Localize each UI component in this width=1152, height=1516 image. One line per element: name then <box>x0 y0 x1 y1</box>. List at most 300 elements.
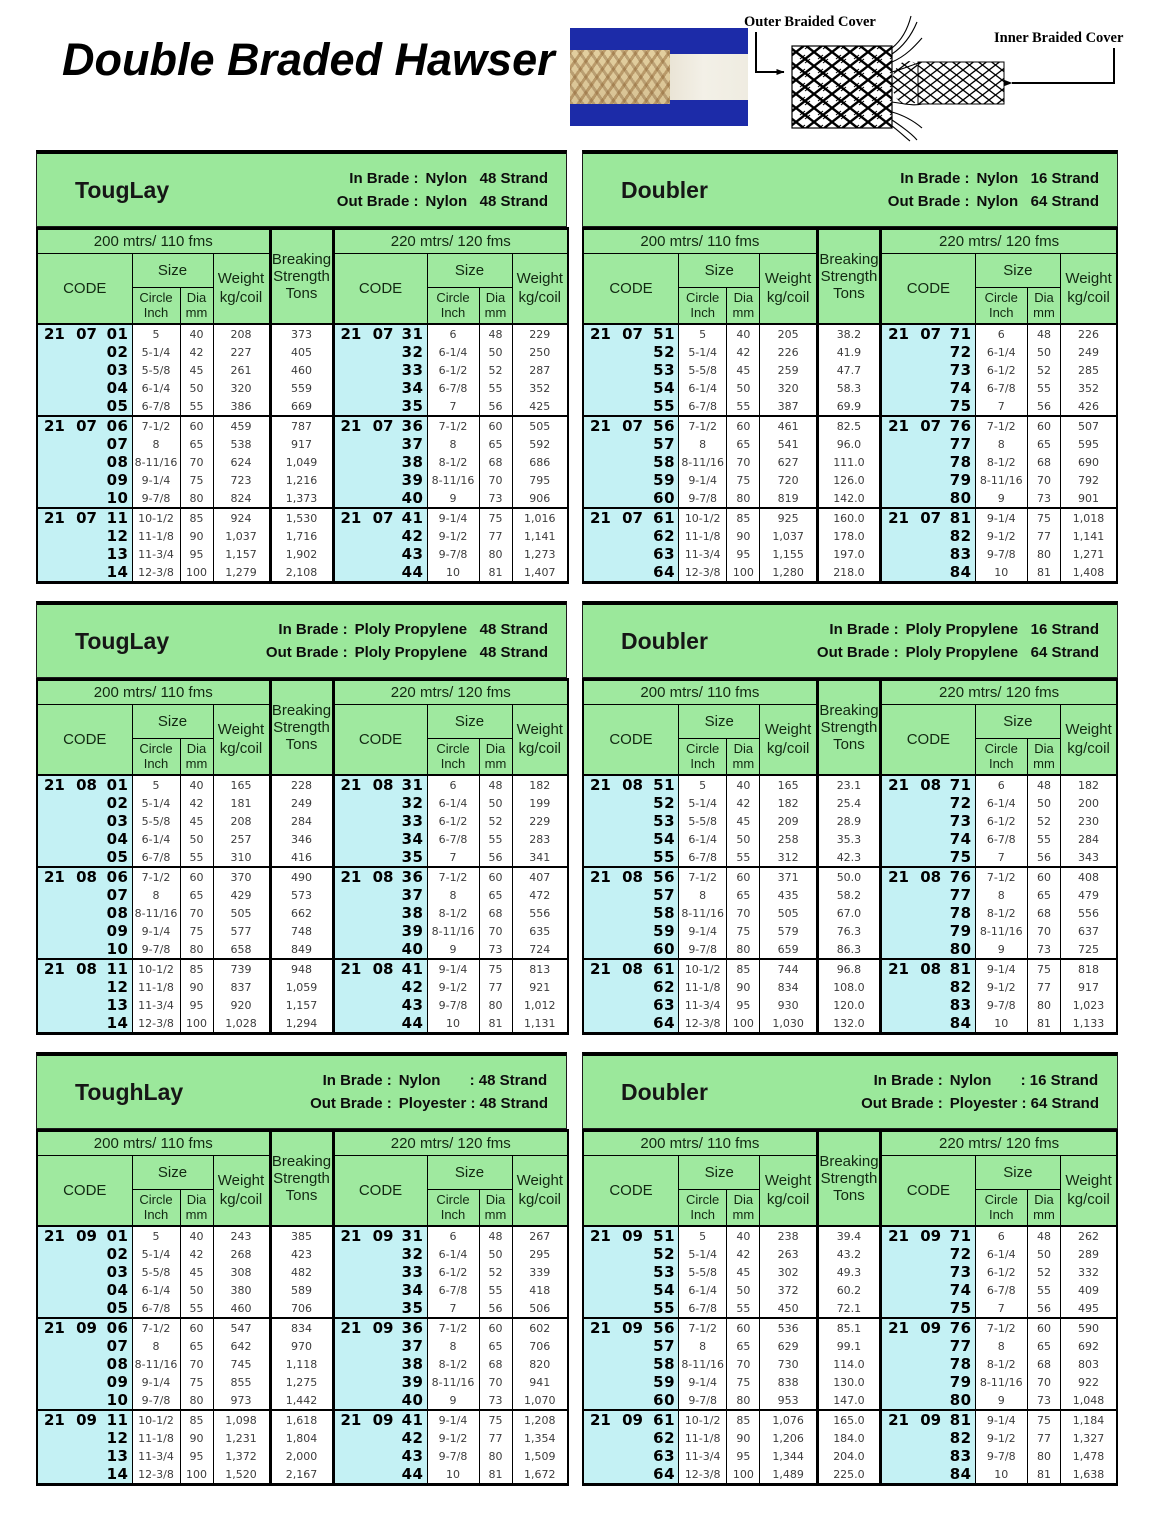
code-suffix: 54 <box>653 1281 676 1299</box>
table-row <box>583 489 1117 508</box>
code-cell <box>333 959 427 978</box>
code-cell <box>881 397 976 416</box>
code-suffix: 77 <box>949 1337 972 1355</box>
code-header: CODE <box>881 1156 976 1227</box>
dia-cell: 75 <box>727 1373 760 1391</box>
dia-cell: 60 <box>180 867 213 886</box>
code-cell <box>37 848 132 867</box>
breaking-cell: 184.0 <box>817 1429 880 1447</box>
code-cell <box>881 812 976 830</box>
circle-cell: 8-1/2 <box>975 453 1027 471</box>
dia-cell: 75 <box>727 471 760 489</box>
weight-cell: 837 <box>213 978 270 996</box>
dia-cell: 80 <box>479 545 512 563</box>
circle-cell: 6-1/4 <box>132 830 180 848</box>
circle-cell: 6-1/2 <box>427 1263 479 1281</box>
weight-cell: 1,098 <box>213 1410 270 1429</box>
dia-cell: 68 <box>1027 1355 1060 1373</box>
dia-cell: 50 <box>727 1281 760 1299</box>
code-suffix: 71 <box>949 1227 972 1245</box>
circle-cell: 8-11/16 <box>132 453 180 471</box>
weight-cell: 284 <box>1061 830 1117 848</box>
code-cell <box>333 397 427 416</box>
weight-cell: 461 <box>760 416 817 435</box>
weight-cell: 538 <box>213 435 270 453</box>
circle-cell: 5-5/8 <box>132 361 180 379</box>
code-cell <box>333 1245 427 1263</box>
code-cell <box>333 1447 427 1465</box>
breaking-strength-header: Breaking Strength Tons <box>817 229 880 325</box>
breaking-cell: 58.3 <box>817 379 880 397</box>
dia-cell: 80 <box>180 940 213 959</box>
table-row <box>37 1355 568 1373</box>
spec-table <box>582 227 1118 584</box>
circle-cell: 9-1/2 <box>975 527 1027 545</box>
circle-cell: 8-11/16 <box>427 471 479 489</box>
code-cell <box>583 1245 679 1263</box>
weight-cell: 506 <box>512 1299 568 1318</box>
table-row <box>583 959 1117 978</box>
code-suffix: 79 <box>949 1373 972 1391</box>
table-row <box>583 361 1117 379</box>
code-suffix: 39 <box>401 471 424 489</box>
code-suffix: 78 <box>949 453 972 471</box>
circle-cell: 5-5/8 <box>132 1263 180 1281</box>
dia-cell: 60 <box>1027 867 1060 886</box>
weight-cell: 505 <box>760 904 817 922</box>
circle-inch-header: Circle Inch <box>427 739 479 776</box>
breaking-cell: 970 <box>270 1337 333 1355</box>
dia-cell: 70 <box>479 922 512 940</box>
code-cell <box>37 1429 132 1447</box>
code-suffix: 73 <box>949 361 972 379</box>
code-cell <box>583 1226 679 1245</box>
code-suffix: 74 <box>949 1281 972 1299</box>
circle-cell: 5-1/4 <box>132 794 180 812</box>
code-prefix: 21 07 <box>590 417 643 435</box>
table-row <box>583 1429 1117 1447</box>
dia-cell: 45 <box>180 812 213 830</box>
circle-cell: 6-1/2 <box>975 361 1027 379</box>
rope-photo-braid-texture <box>570 50 670 104</box>
weight-cell: 1,344 <box>760 1447 817 1465</box>
breaking-cell: 23.1 <box>817 775 880 794</box>
code-cell <box>333 379 427 397</box>
weight-cell: 635 <box>512 922 568 940</box>
code-cell <box>881 545 976 563</box>
dia-cell: 60 <box>1027 416 1060 435</box>
weight-cell: 339 <box>512 1263 568 1281</box>
table-row <box>37 812 568 830</box>
dia-cell: 68 <box>479 904 512 922</box>
breaking-cell: 67.0 <box>817 904 880 922</box>
code-suffix: 32 <box>401 343 424 361</box>
code-suffix: 53 <box>653 812 676 830</box>
code-suffix: 84 <box>949 1014 972 1032</box>
code-cell <box>37 508 132 527</box>
size-header: Size <box>132 254 213 288</box>
code-suffix: 82 <box>949 527 972 545</box>
breaking-cell: 58.2 <box>817 886 880 904</box>
code-cell <box>37 1337 132 1355</box>
weight-header: Weight kg/coil <box>1061 705 1117 776</box>
left-span-header: 200 mtrs/ 110 fms <box>37 680 270 705</box>
code-header: CODE <box>37 254 132 325</box>
table-row <box>583 1373 1117 1391</box>
dia-cell: 70 <box>1027 471 1060 489</box>
dia-cell: 70 <box>180 1355 213 1373</box>
breaking-cell: 346 <box>270 830 333 848</box>
code-cell <box>583 1318 679 1337</box>
out-brade-value: Ployester : 64 Strand <box>949 1095 1099 1112</box>
table-row <box>583 1245 1117 1263</box>
breaking-cell: 1,618 <box>270 1410 333 1429</box>
table-title: Doubler <box>621 1078 708 1105</box>
table-row <box>37 1337 568 1355</box>
circle-cell: 6-7/8 <box>679 1299 727 1318</box>
code-cell <box>333 1281 427 1299</box>
code-header: CODE <box>881 705 976 776</box>
circle-cell: 5-5/8 <box>679 812 727 830</box>
code-suffix: 60 <box>653 489 676 507</box>
dia-cell: 85 <box>727 959 760 978</box>
weight-cell: 1,030 <box>760 1014 817 1034</box>
circle-cell: 9 <box>427 489 479 508</box>
weight-cell: 227 <box>213 343 270 361</box>
weight-header: Weight kg/coil <box>760 254 817 325</box>
dia-cell: 77 <box>479 978 512 996</box>
weight-cell: 229 <box>512 324 568 343</box>
circle-cell: 11-3/4 <box>132 1447 180 1465</box>
code-suffix: 64 <box>653 563 676 581</box>
table-header-band <box>36 1052 567 1129</box>
weight-cell: 692 <box>1061 1337 1117 1355</box>
code-cell <box>333 830 427 848</box>
page-title: Double Braded Hawser <box>62 34 555 85</box>
circle-cell: 6-1/4 <box>679 1281 727 1299</box>
code-suffix: 60 <box>653 1391 676 1409</box>
dia-cell: 95 <box>180 996 213 1014</box>
code-cell <box>37 794 132 812</box>
braid-diagram <box>742 10 1142 142</box>
dia-mm-header: Dia mm <box>727 288 760 325</box>
code-suffix: 57 <box>653 1337 676 1355</box>
circle-cell: 8 <box>132 886 180 904</box>
table-row <box>37 545 568 563</box>
breaking-cell: 559 <box>270 379 333 397</box>
dia-cell: 56 <box>1027 397 1060 416</box>
breaking-cell: 47.7 <box>817 361 880 379</box>
breaking-cell: 1,530 <box>270 508 333 527</box>
code-cell <box>583 416 679 435</box>
inner-cover-arrow <box>1012 48 1114 83</box>
dia-cell: 95 <box>727 1447 760 1465</box>
code-cell <box>333 324 427 343</box>
table-row <box>37 940 568 959</box>
breaking-cell: 197.0 <box>817 545 880 563</box>
code-cell <box>333 416 427 435</box>
circle-cell: 6-7/8 <box>427 830 479 848</box>
code-cell <box>881 527 976 545</box>
circle-cell: 6-7/8 <box>132 848 180 867</box>
circle-cell: 7 <box>975 1299 1027 1318</box>
weight-cell: 1,408 <box>1061 563 1117 583</box>
dia-cell: 70 <box>479 1373 512 1391</box>
weight-cell: 720 <box>760 471 817 489</box>
size-header: Size <box>679 254 760 288</box>
circle-cell: 8-1/2 <box>975 1355 1027 1373</box>
breaking-cell: 120.0 <box>817 996 880 1014</box>
code-suffix: 39 <box>401 1373 424 1391</box>
weight-cell: 435 <box>760 886 817 904</box>
dia-cell: 55 <box>727 848 760 867</box>
circle-cell: 6-7/8 <box>427 1281 479 1299</box>
code-cell <box>333 922 427 940</box>
breaking-cell: 787 <box>270 416 333 435</box>
dia-cell: 50 <box>479 1245 512 1263</box>
code-suffix: 59 <box>653 471 676 489</box>
code-suffix: 35 <box>401 1299 424 1317</box>
weight-cell: 920 <box>213 996 270 1014</box>
size-header: Size <box>427 1156 512 1190</box>
dia-cell: 95 <box>180 1447 213 1465</box>
brade-spec <box>337 167 548 214</box>
dia-cell: 80 <box>479 1447 512 1465</box>
dia-mm-header: Dia mm <box>1027 739 1060 776</box>
code-suffix: 07 <box>106 1337 129 1355</box>
code-suffix: 64 <box>653 1014 676 1032</box>
table-row <box>37 794 568 812</box>
table-header-band <box>582 601 1118 678</box>
breaking-cell: 1,157 <box>270 996 333 1014</box>
size-header: Size <box>679 705 760 739</box>
table-row <box>37 1465 568 1485</box>
circle-cell: 8 <box>679 886 727 904</box>
code-cell <box>37 1299 132 1318</box>
weight-cell: 1,048 <box>1061 1391 1117 1410</box>
breaking-cell: 41.9 <box>817 343 880 361</box>
breaking-cell: 42.3 <box>817 848 880 867</box>
weight-header: Weight kg/coil <box>1061 254 1117 325</box>
table-row <box>583 812 1117 830</box>
code-suffix: 40 <box>401 1391 424 1409</box>
code-cell <box>881 959 976 978</box>
right-span-header: 220 mtrs/ 120 fms <box>881 229 1117 254</box>
code-suffix: 54 <box>653 379 676 397</box>
circle-cell: 6-1/4 <box>132 1281 180 1299</box>
code-cell <box>583 1299 679 1318</box>
outer-cover-arrow <box>756 32 784 72</box>
code-suffix: 14 <box>106 1465 129 1483</box>
table-header-band <box>36 150 567 227</box>
code-cell <box>881 1245 976 1263</box>
breaking-cell: 82.5 <box>817 416 880 435</box>
dia-cell: 75 <box>1027 1410 1060 1429</box>
dia-cell: 90 <box>180 978 213 996</box>
weight-cell: 302 <box>760 1263 817 1281</box>
code-header: CODE <box>583 254 679 325</box>
breaking-cell: 416 <box>270 848 333 867</box>
breaking-cell: 1,902 <box>270 545 333 563</box>
code-cell <box>583 453 679 471</box>
circle-cell: 6-1/4 <box>975 343 1027 361</box>
table-header-band <box>582 150 1118 227</box>
code-suffix: 53 <box>653 1263 676 1281</box>
code-cell <box>583 959 679 978</box>
spec-table-block-3 <box>36 601 567 1035</box>
weight-cell: 181 <box>213 794 270 812</box>
code-cell <box>583 812 679 830</box>
weight-cell: 739 <box>213 959 270 978</box>
dia-cell: 80 <box>727 940 760 959</box>
code-suffix: 40 <box>401 940 424 958</box>
code-suffix: 01 <box>106 325 129 343</box>
table-row <box>37 886 568 904</box>
circle-cell: 5-1/4 <box>679 343 727 361</box>
size-header: Size <box>132 705 213 739</box>
dia-cell: 45 <box>727 812 760 830</box>
code-cell <box>37 471 132 489</box>
code-suffix: 75 <box>949 848 972 866</box>
in-brade-value: Nylon 48 Strand <box>425 169 548 187</box>
weight-header: Weight kg/coil <box>760 705 817 776</box>
circle-cell: 7 <box>975 397 1027 416</box>
code-cell <box>333 508 427 527</box>
code-cell <box>333 812 427 830</box>
dia-cell: 90 <box>727 978 760 996</box>
code-cell <box>881 1447 976 1465</box>
code-prefix: 21 07 <box>590 509 643 527</box>
circle-cell: 6-1/4 <box>679 830 727 848</box>
table-row <box>37 1014 568 1034</box>
breaking-strength-header: Breaking Strength Tons <box>817 680 880 776</box>
code-suffix: 53 <box>653 361 676 379</box>
breaking-cell: 85.1 <box>817 1318 880 1337</box>
circle-cell: 5 <box>132 324 180 343</box>
weight-cell: 1,076 <box>760 1410 817 1429</box>
weight-cell: 595 <box>1061 435 1117 453</box>
code-prefix: 21 08 <box>340 776 394 794</box>
dia-cell: 77 <box>1027 527 1060 545</box>
right-span-header: 220 mtrs/ 120 fms <box>881 680 1117 705</box>
code-cell <box>37 1318 132 1337</box>
breaking-cell: 86.3 <box>817 940 880 959</box>
circle-cell: 10-1/2 <box>679 508 727 527</box>
code-suffix: 05 <box>106 397 129 415</box>
weight-cell: 295 <box>512 1245 568 1263</box>
weight-cell: 429 <box>213 886 270 904</box>
dia-cell: 77 <box>479 527 512 545</box>
dia-cell: 55 <box>1027 379 1060 397</box>
code-prefix: 21 09 <box>44 1227 97 1245</box>
weight-cell: 243 <box>213 1226 270 1245</box>
code-cell <box>583 978 679 996</box>
out-brade-value: Nylon 48 Strand <box>425 193 548 210</box>
inner-braid-art <box>918 62 1004 104</box>
dia-cell: 45 <box>180 1263 213 1281</box>
code-cell <box>333 1337 427 1355</box>
table-row <box>37 379 568 397</box>
breaking-cell: 35.3 <box>817 830 880 848</box>
circle-cell: 6 <box>975 324 1027 343</box>
code-cell <box>881 1226 976 1245</box>
weight-cell: 629 <box>760 1337 817 1355</box>
in-brade-label: In Brade : <box>873 1071 943 1089</box>
code-suffix: 58 <box>653 453 676 471</box>
circle-cell: 6-1/4 <box>975 1245 1027 1263</box>
code-suffix: 71 <box>949 776 972 794</box>
in-brade-value: Ploly Propylene 16 Strand <box>905 620 1099 638</box>
circle-cell: 8-11/16 <box>132 904 180 922</box>
left-span-header: 200 mtrs/ 110 fms <box>37 229 270 254</box>
circle-cell: 8-11/16 <box>975 1373 1027 1391</box>
out-brade-label: Out Brade : <box>816 644 899 661</box>
code-cell <box>333 867 427 886</box>
code-cell <box>37 940 132 959</box>
circle-cell: 5-5/8 <box>679 1263 727 1281</box>
circle-cell: 9-7/8 <box>975 996 1027 1014</box>
table-header-band <box>36 601 567 678</box>
dia-cell: 55 <box>180 1299 213 1318</box>
code-suffix: 75 <box>949 1299 972 1317</box>
code-suffix: 61 <box>653 1411 676 1429</box>
code-suffix: 61 <box>653 960 676 978</box>
breaking-cell: 948 <box>270 959 333 978</box>
code-cell <box>583 867 679 886</box>
code-suffix: 38 <box>401 1355 424 1373</box>
code-cell <box>37 324 132 343</box>
dia-mm-header: Dia mm <box>180 288 213 325</box>
in-brade-label: In Brade : <box>278 620 348 638</box>
breaking-cell: 1,216 <box>270 471 333 489</box>
circle-cell: 8 <box>975 435 1027 453</box>
weight-header: Weight kg/coil <box>512 705 568 776</box>
breaking-cell: 1,275 <box>270 1373 333 1391</box>
weight-cell: 205 <box>760 324 817 343</box>
code-prefix: 21 09 <box>590 1411 643 1429</box>
table-row <box>37 343 568 361</box>
circle-cell: 8-11/16 <box>427 922 479 940</box>
code-suffix: 40 <box>401 489 424 507</box>
dia-cell: 100 <box>727 1465 760 1485</box>
breaking-cell: 147.0 <box>817 1391 880 1410</box>
weight-cell: 541 <box>760 435 817 453</box>
table-row <box>583 527 1117 545</box>
dia-cell: 73 <box>1027 1391 1060 1410</box>
code-cell <box>881 1281 976 1299</box>
circle-cell: 9-1/4 <box>132 1373 180 1391</box>
code-prefix: 21 09 <box>340 1227 394 1245</box>
brade-spec <box>888 167 1099 214</box>
weight-cell: 1,520 <box>213 1465 270 1485</box>
weight-cell: 820 <box>512 1355 568 1373</box>
weight-cell: 690 <box>1061 453 1117 471</box>
circle-cell: 6-7/8 <box>427 379 479 397</box>
code-cell <box>583 489 679 508</box>
code-suffix: 64 <box>653 1465 676 1483</box>
table-row <box>37 527 568 545</box>
code-suffix: 74 <box>949 379 972 397</box>
code-cell <box>881 886 976 904</box>
weight-cell: 686 <box>512 453 568 471</box>
weight-cell: 312 <box>760 848 817 867</box>
circle-cell: 10-1/2 <box>132 959 180 978</box>
code-cell <box>583 343 679 361</box>
table-row <box>583 1410 1117 1429</box>
code-suffix: 83 <box>949 1447 972 1465</box>
code-suffix: 71 <box>949 325 972 343</box>
dia-cell: 80 <box>1027 545 1060 563</box>
